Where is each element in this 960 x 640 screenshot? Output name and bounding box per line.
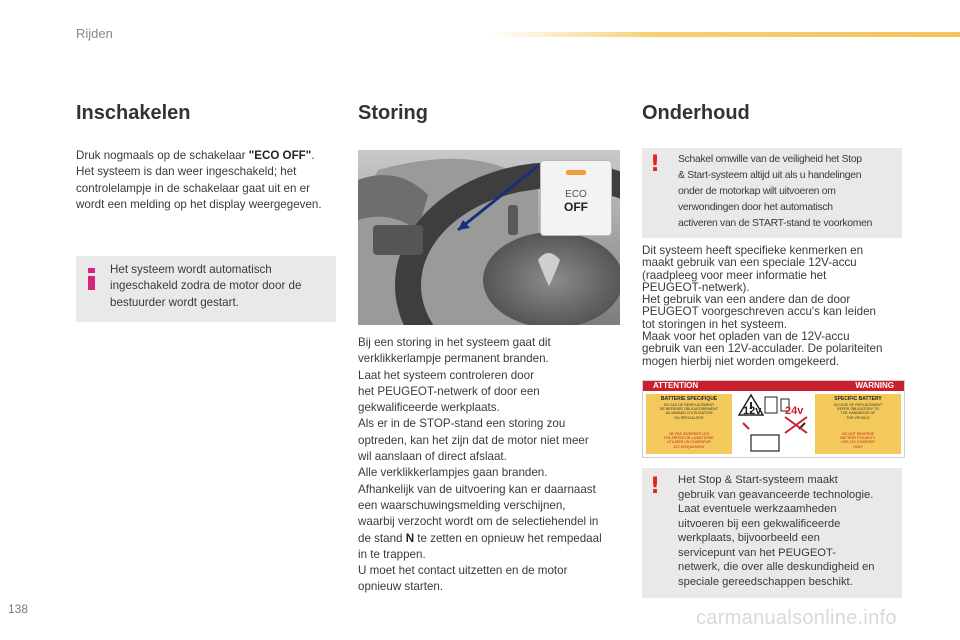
- label-warning: WARNING: [855, 381, 894, 390]
- section-label: Rijden: [76, 26, 113, 41]
- title-inschakelen: Inschakelen: [76, 102, 191, 124]
- label-fr-title: BATTERIE SPECIFIQUE: [660, 396, 718, 402]
- warning-text-1: Schakel omwille van de veiligheid het Stop & Start-systeem altijd uit als u handelingen onder de motorkap wilt uitvoeren om verwondingen door het automatisch activeren van de START-stand te voorkomen: [678, 154, 873, 229]
- para-text-rest: . Het systeem is dan weer ingeschakeld; het controlelampje in de schakelaar gaat uit en er wordt een melding op het display weergegeven.: [76, 149, 322, 211]
- label-12v: 12v: [743, 405, 762, 417]
- label-attention: ATTENTION: [653, 381, 699, 390]
- info-box: [76, 256, 336, 322]
- eco-off-button: [540, 160, 612, 236]
- storing-text-rest: te zetten en opnieuw het rempedaal in te trappen. U moet het contact uitzetten en de motor opnieuw starten.: [358, 531, 602, 594]
- label-fr-text2: NE PAS INVERSER LES POLARITES DE LA BATTERIE UTILISER UN CHARGEUR 12V UNIQUEMENT: [664, 432, 714, 449]
- title-onderhoud: Onderhoud: [642, 102, 750, 124]
- storing-text: Bij een storing in het systeem gaat dit verklikkerlampje permanent branden. Laat het systeem controleren door het PEUGEOT-netwerk of door een gekwalificeerde werkplaats. Als er in de STOP-stand een storing zou optreden, kan het zijn dat de motor niet meer wil aanslaan of direct afslaat. Alle verklikkerlampjes gaan branden. Afhankelijk van de uitvoering kan er daarnaast een waarschuwingsmelding verschijnen, waarbij verzocht wordt om de selectiehendel in de stand: [358, 336, 599, 545]
- battery-pictogram: [735, 393, 813, 455]
- label-en-text1: IN CASE OF REPLACEMENT REFER OBLIGATORY TO THE HANDBOOK OF THE VEHICLE: [833, 403, 883, 420]
- gear-n-label: N: [405, 531, 415, 545]
- storing-paragraph: [358, 335, 628, 596]
- label-en-text2: DO NOT REVERSE BATTERY POLARITY, USE 12V CHARGER ONLY: [840, 432, 876, 449]
- watermark: carmanualsonline.info: [696, 607, 897, 629]
- label-fr-panel: [646, 394, 732, 454]
- para-text: Druk nogmaals op de schakelaar: [76, 149, 249, 162]
- title-storing: Storing: [358, 102, 428, 124]
- label-fr-text1: EN CAS DE REMPLACEMENT SE REFERER OBLIGATOIREMENT AU MANUEL D'UTILISATION OU SPECIALISTE: [659, 403, 719, 420]
- warning-text-2: Het Stop & Start-systeem maakt gebruik van geavanceerde technologie. Laat eventuele werkzaamheden uitvoeren bij een gekwalificeerde werkplaats, bijvoorbeeld een servicepunt van het PEUGEOT- netwerk, die over alle deskundigheid en speciale gereedschappen beschikt.: [678, 474, 875, 588]
- off-label: OFF: [564, 200, 588, 214]
- label-en-title: SPECIFIC BATTERY: [834, 396, 882, 402]
- page-number: 138: [8, 602, 29, 616]
- eco-label: ECO: [565, 189, 587, 200]
- label-24v: 24v: [785, 405, 804, 417]
- onderhoud-paragraph: Dit systeem heeft specifieke kenmerken en maakt gebruik van een speciale 12V-accu (raadpleeg voor meer informatie het PEUGEOT-netwerk). Het gebruik van een andere dan de door PEUGEOT voorgeschreven accu's kan leiden tot storingen in het systeem. Maak voor het opladen van de 12V-accu gebruik van een 12V-acculader. De polariteiten mogen hierbij niet worden omgekeerd.: [642, 244, 883, 368]
- info-icon: [88, 268, 95, 290]
- eco-off-indicator-lamp: [566, 170, 586, 175]
- warning-box-2: [642, 468, 902, 598]
- warning-icon: !: [650, 152, 661, 177]
- battery-warning-label: [642, 380, 905, 458]
- label-header-bar: [643, 381, 904, 391]
- warning-icon-2: !: [650, 474, 661, 499]
- eco-off-label: "ECO OFF": [248, 149, 312, 162]
- header-accent-bar: [490, 32, 960, 37]
- inschakelen-paragraph: [76, 148, 346, 213]
- label-en-panel: [815, 394, 901, 454]
- warning-box-1: [642, 148, 902, 238]
- info-text: Het systeem wordt automatisch ingeschakeld zodra de motor door de bestuurder wordt gestart.: [110, 263, 302, 309]
